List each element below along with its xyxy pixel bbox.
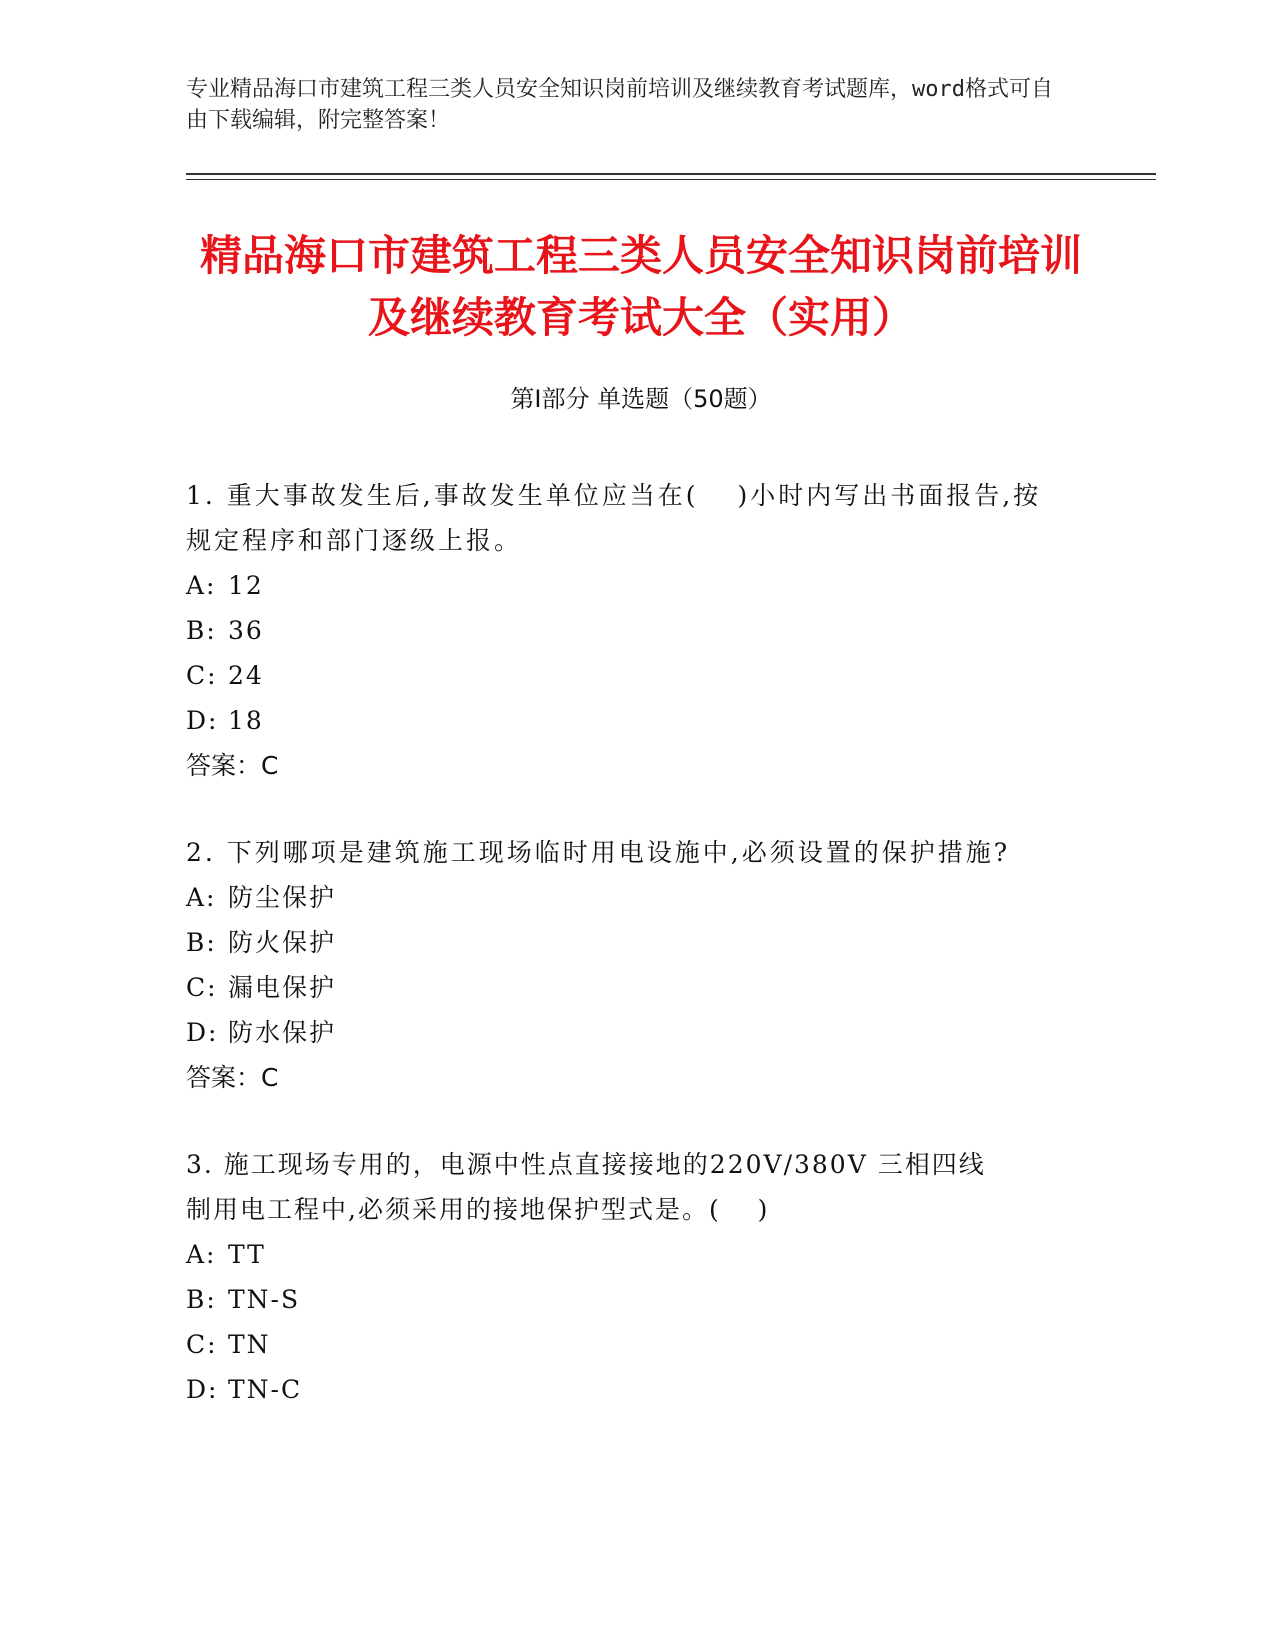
option-letter: C: [186, 1330, 218, 1359]
header-rule-thin [186, 179, 1156, 180]
option-letter: D: [186, 706, 219, 735]
option-text: 漏电保护 [228, 973, 337, 1002]
option-b [186, 608, 1106, 653]
option-text: 防火保护 [228, 928, 337, 957]
option-text: 防尘保护 [228, 883, 337, 912]
option-b [186, 920, 1106, 965]
question-2 [186, 830, 1106, 1100]
question-text: 1. 重大事故发生后,事故发生单位应当在( )小时内写出书面报告,按规定程序和部门逐级上报。 [186, 481, 1042, 555]
option-letter: A: [186, 1240, 217, 1269]
option-letter: A: [186, 883, 217, 912]
question-1 [186, 473, 1106, 788]
option-letter: C: [186, 973, 218, 1002]
option-text: TN-C [228, 1375, 303, 1404]
option-a [186, 1232, 1106, 1277]
option-text: 12 [228, 571, 264, 600]
answer-line: 答案：C [186, 1063, 279, 1092]
question-text: 3. 施工现场专用的，电源中性点直接接地的220V/380V 三相四线制用电工程中,必须采用的接地保护型式是。( ) [186, 1150, 986, 1224]
option-c [186, 965, 1106, 1010]
option-text: TN [228, 1330, 271, 1359]
option-letter: B: [186, 1285, 217, 1314]
answer-line: 答案：C [186, 751, 279, 780]
header-note: 专业精品海口市建筑工程三类人员安全知识岗前培训及继续教育考试题库，word格式可自由下载编辑，附完整答案！ [186, 77, 1053, 133]
header-rule-thick [186, 173, 1156, 175]
option-text: 18 [228, 706, 264, 735]
option-letter: A: [186, 571, 217, 600]
option-text: 防水保护 [228, 1018, 337, 1047]
question-3 [186, 1142, 1106, 1412]
option-c [186, 653, 1106, 698]
option-c [186, 1322, 1106, 1367]
option-a [186, 875, 1106, 920]
option-letter: B: [186, 928, 217, 957]
section-heading: 第Ⅰ部分 单选题（50题） [510, 385, 772, 413]
option-a [186, 563, 1106, 608]
option-letter: D: [186, 1018, 219, 1047]
document-title: 精品海口市建筑工程三类人员安全知识岗前培训及继续教育考试大全（实用） [199, 231, 1082, 342]
option-letter: C: [186, 661, 218, 690]
option-d [186, 1367, 1106, 1412]
option-text: TN-S [228, 1285, 301, 1314]
question-list [186, 473, 1106, 1454]
question-text: 2. 下列哪项是建筑施工现场临时用电设施中,必须设置的保护措施? [186, 838, 1011, 867]
option-letter: D: [186, 1375, 219, 1404]
option-d [186, 698, 1106, 743]
option-text: 36 [228, 616, 264, 645]
option-b [186, 1277, 1106, 1322]
option-text: 24 [228, 661, 264, 690]
option-d [186, 1010, 1106, 1055]
option-text: TT [228, 1240, 266, 1269]
option-letter: B: [186, 616, 217, 645]
